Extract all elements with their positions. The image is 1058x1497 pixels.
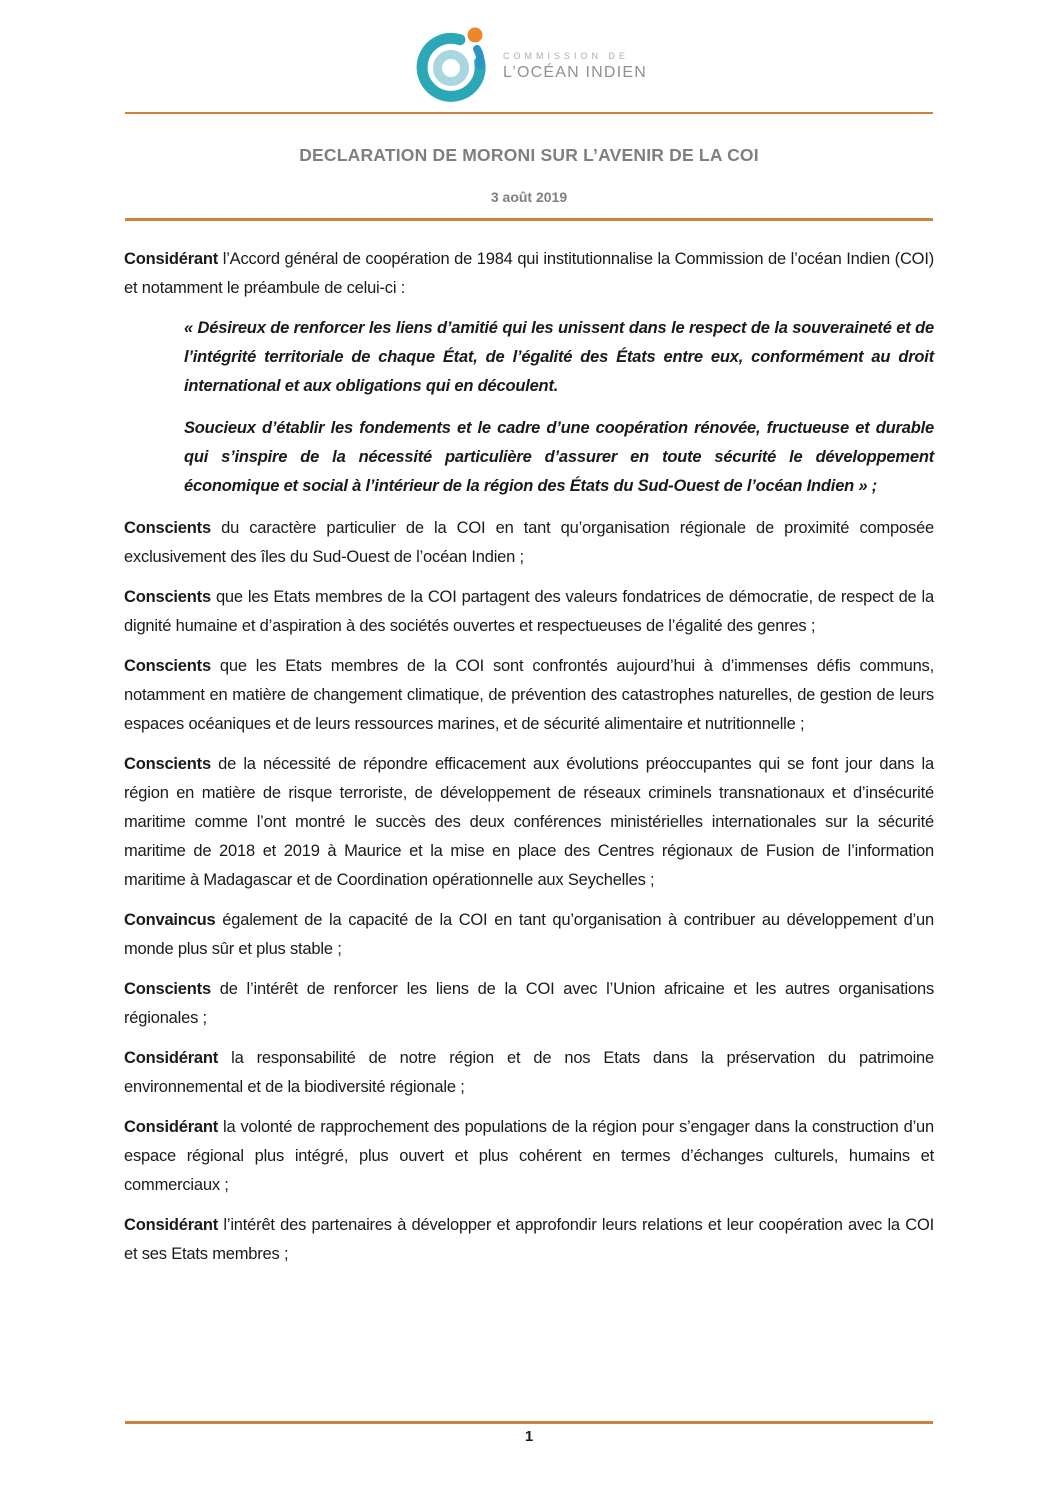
document-body [124,245,934,1280]
paragraph [124,1113,934,1200]
paragraph-text: la responsabilité de notre région et de nos Etats dans la préservation du patrimoine environnemental et de la biodiversité régionale ; [124,1049,934,1096]
footer-rule [125,1421,933,1424]
paragraph-lead: Conscients [124,657,211,675]
paragraph-text: « Désireux de renforcer les liens d’amitié qui les unissent dans le respect de la souveraineté et de l’intégrité territoriale de chaque État, de l’égalité des États entre eux, conformément au droit international et aux obligations qui en découlent. [184,319,934,395]
paragraph [124,975,934,1033]
coi-logo [411,22,647,102]
paragraph-lead: Considérant [124,1118,219,1136]
header-rule-top [125,112,933,114]
paragraph-lead: Conscients [124,519,211,537]
paragraph-text: de la nécessité de répondre efficacement aux évolutions préoccupantes qui se font jour dans la région en matière de risque terroriste, de développement de réseaux criminels transnationaux et d’insécurité maritime comme l’ont montré le succès des deux conférences ministérielles internationales sur la sécurité maritime de 2018 et 2019 à Maurice et la mise en place des Centres régionaux de Fusion de l’information maritime à Madagascar et de Coordination opérationnelle aux Seychelles ; [124,755,934,889]
document-date: 3 août 2019 [490,189,568,205]
paragraph-text: Soucieux d’établir les fondements et le cadre d’une coopération rénovée, fructueuse et durable qui s’inspire de la nécessité particulière d’assurer en toute sécurité le développement économique et social à l’intérieur de la région des États du Sud-Ouest de l’océan Indien » ; [184,419,934,495]
paragraph [124,750,934,895]
paragraph-text: que les Etats membres de la COI partagent des valeurs fondatrices de démocratie, de respect de la dignité humaine et d’aspiration à des sociétés ouvertes et respectueuses de l’égalité des genres ; [124,588,934,635]
paragraph-text: du caractère particulier de la COI en tant qu’organisation régionale de proximité composée exclusivement des îles du Sud-Ouest de l’océan Indien ; [124,519,934,566]
paragraph [124,906,934,964]
coi-logo-text [503,43,647,82]
paragraph [184,314,934,401]
paragraph-text: l’Accord général de coopération de 1984 qui institutionnalise la Commission de l’océan Indien (COI) et notamment le préambule de celui-ci : [124,250,934,297]
paragraph-lead: Conscients [124,755,211,773]
page-number: 1 [524,1428,534,1445]
paragraph-lead: Considérant [124,1216,219,1234]
paragraph [124,1211,934,1269]
coi-swirl-icon [411,22,491,102]
paragraph [124,652,934,739]
paragraph [184,414,934,501]
paragraph-lead: Considérant [124,250,219,268]
paragraph-text: également de la capacité de la COI en tant qu’organisation à contribuer au développement d’un monde plus sûr et plus stable ; [124,911,934,958]
coi-logo-line2: L’OCÉAN INDIEN [503,63,647,81]
paragraph-text: l’intérêt des partenaires à développer et approfondir leurs relations et leur coopération avec la COI et ses Etats membres ; [124,1216,934,1263]
paragraph [124,1044,934,1102]
paragraph [124,245,934,303]
paragraph-lead: Convaincus [124,911,216,929]
paragraph-lead: Conscients [124,588,211,606]
paragraph-text: que les Etats membres de la COI sont confrontés aujourd’hui à d’immenses défis communs, notamment en matière de changement climatique, de prévention des catastrophes naturelles, de gestion de leurs espaces océaniques et de leurs ressources marines, et de sécurité alimentaire et nutritionnelle ; [124,657,934,733]
paragraph-lead: Considérant [124,1049,219,1067]
coi-logo-line1: COMMISSION DE [503,50,630,61]
paragraph [124,514,934,572]
document-title: DECLARATION DE MORONI SUR L’AVENIR DE LA COI [299,145,759,165]
header-rule-bottom [125,218,933,221]
paragraph-text: la volonté de rapprochement des populations de la région pour s’engager dans la construction d’un espace régional plus intégré, plus ouvert et plus cohérent en termes d’échanges culturels, humains et commerciaux ; [124,1118,934,1194]
paragraph [124,583,934,641]
paragraph-text: de l’intérêt de renforcer les liens de la COI avec l’Union africaine et les autres organisations régionales ; [124,980,934,1027]
paragraph-lead: Conscients [124,980,211,998]
